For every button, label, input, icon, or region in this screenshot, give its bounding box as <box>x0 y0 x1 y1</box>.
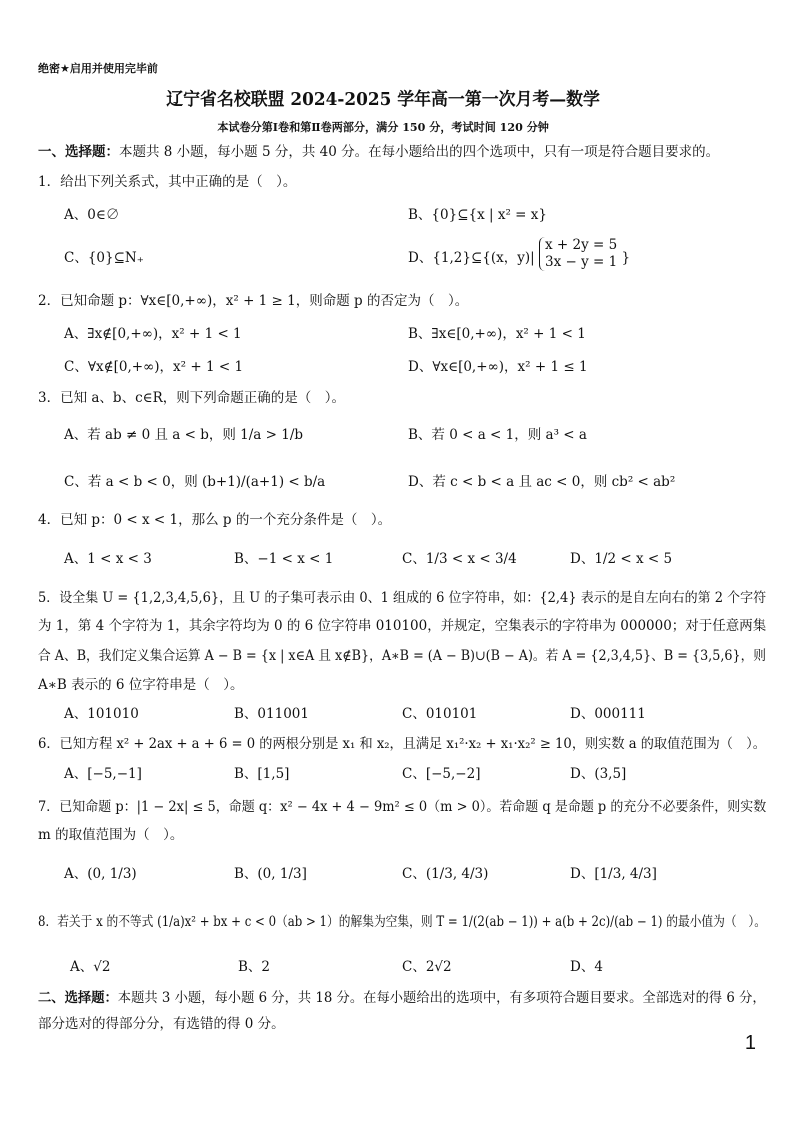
q8-stem: 8．若关于 x 的不等式 (1/a)x² + bx + c < 0（ab > 1）的解集为空集，则 T = 1/(2(ab − 1)) + a(b + 2c)/(ab − 1) 的最小值为（ ）。 <box>38 914 766 930</box>
q2-stem: 2．已知命题 p：∀x∈[0,+∞)，x² + 1 ≥ 1，则命题 p 的否定为（ ）。 <box>38 293 469 309</box>
q1-stem: 1．给出下列关系式，其中正确的是（ ）。 <box>38 174 297 190</box>
q4-option-a: A、1 < x < 3 <box>64 551 152 567</box>
q1-option-d-eq2: 3x − y = 1 <box>545 253 618 270</box>
q2-option-b: B、∃x∈[0,+∞)，x² + 1 < 1 <box>408 326 586 342</box>
q6-option-b: B、[1,5] <box>234 766 290 782</box>
q5-line2: 为 1，第 4 个字符为 1，其余字符均为 0 的 6 位字符串 010100，并规定，空集表示的字符串为 000000；对于任意两集 <box>38 618 767 634</box>
q5-line3: 合 A、B，我们定义集合运算 A − B = {x | x∈A 且 x∉B}，A∗B = (A − B)∪(B − A)。若 A = {2,3,4,5}、B = {3,5,6}，则 <box>38 648 767 664</box>
q1-option-a: A、0∈∅ <box>64 207 120 223</box>
section1-heading-line <box>38 142 764 162</box>
q5-option-a: A、101010 <box>64 706 139 722</box>
q7-line2: m 的取值范围为（ ）。 <box>38 827 184 843</box>
q5-option-c: C、010101 <box>402 706 478 722</box>
q5-line1: 5．设全集 U = {1,2,3,4,5,6}，且 U 的子集可表示由 0、1 组成的 6 位字符串，如：{2,4} 表示的是自左向右的第 2 个字符 <box>38 590 767 606</box>
q7-option-c: C、(1/3, 4/3) <box>402 866 489 882</box>
q6-option-a: A、[−5,−1] <box>64 766 142 782</box>
q1-option-d <box>408 236 631 271</box>
page-number: 1 <box>744 1032 756 1054</box>
q1-option-c: C、{0}⊆N₊ <box>64 250 144 266</box>
section2-desc2: 部分选对的得部分分，有选错的得 0 分。 <box>38 1016 285 1032</box>
q7-line1: 7．已知命题 p：|1 − 2x| ≤ 5，命题 q：x² − 4x + 4 − 9m² ≤ 0（m > 0）。若命题 q 是命题 p 的充分不必要条件，则实数 <box>38 799 767 815</box>
q2-option-c: C、∀x∉[0,+∞)，x² + 1 < 1 <box>64 359 244 375</box>
exam-subtitle: 本试卷分第Ⅰ卷和第Ⅱ卷两部分，满分 150 分，考试时间 120 分钟 <box>217 120 549 134</box>
section1-desc: 本题共 8 小题，每小题 5 分，共 40 分。在每小题给出的四个选项中，只有一项是符合题目要求的。 <box>119 144 720 160</box>
section1-heading: 一、选择题： <box>38 144 119 160</box>
q4-option-b: B、−1 < x < 1 <box>234 551 334 567</box>
q3-stem: 3．已知 a、b、c∈R，则下列命题正确的是（ ）。 <box>38 390 346 406</box>
q3-option-a: A、若 ab ≠ 0 且 a < b，则 1/a > 1/b <box>64 427 304 443</box>
q3-option-d: D、若 c < b < a 且 ac < 0，则 cb² < ab² <box>408 474 676 490</box>
q1-option-b: B、{0}⊆{x | x² = x} <box>408 207 547 223</box>
q1-option-d-system <box>539 237 617 271</box>
q6-option-c: C、[−5,−2] <box>402 766 481 782</box>
q1-option-d-suffix: } <box>621 250 631 266</box>
q5-line4: A∗B 表示的 6 位字符串是（ ）。 <box>38 677 244 693</box>
secret-mark: 绝密★启用并使用完毕前 <box>38 62 158 75</box>
section2-desc: 本题共 3 小题，每小题 6 分，共 18 分。在每小题给出的选项中，有多项符合题目要求。全部选对的得 6 分， <box>117 990 766 1006</box>
section2-heading-line <box>38 986 766 1006</box>
exam-title: 辽宁省名校联盟 2024-2025 学年高一第一次月考—数学 <box>166 90 600 110</box>
section2-heading: 二、选择题： <box>38 990 118 1006</box>
q2-option-a: A、∃x∉[0,+∞)，x² + 1 < 1 <box>64 326 242 342</box>
q1-option-d-eq1: x + 2y = 5 <box>545 236 618 253</box>
q3-option-c: C、若 a < b < 0，则 (b+1)/(a+1) < b/a <box>64 474 326 490</box>
q7-option-d: D、[1/3, 4/3] <box>570 866 657 882</box>
q7-option-a: A、(0, 1/3) <box>64 866 137 882</box>
q4-option-d: D、1/2 < x < 5 <box>570 551 673 567</box>
q1-option-d-prefix: D、{1,2}⊆{(x，y)| <box>408 250 535 266</box>
q8-option-c: C、2√2 <box>402 959 452 975</box>
q4-stem: 4．已知 p：0 < x < 1，那么 p 的一个充分条件是（ ）。 <box>38 512 392 528</box>
q8-option-d: D、4 <box>570 959 603 975</box>
q7-option-b: B、(0, 1/3] <box>234 866 307 882</box>
q2-option-d: D、∀x∈[0,+∞)，x² + 1 ≤ 1 <box>408 359 588 375</box>
q3-option-b: B、若 0 < a < 1，则 a³ < a <box>408 427 587 443</box>
q5-option-d: D、000111 <box>570 706 646 722</box>
q5-option-b: B、011001 <box>234 706 309 722</box>
q8-option-a: A、√2 <box>70 959 111 975</box>
q8-option-b: B、2 <box>238 959 271 975</box>
q4-option-c: C、1/3 < x < 3/4 <box>402 551 517 567</box>
q6-stem: 6．已知方程 x² + 2ax + a + 6 = 0 的两根分别是 x₁ 和 x₂，且满足 x₁²·x₂ + x₁·x₂² ≥ 10，则实数 a 的取值范围为（ ）。 <box>38 736 766 752</box>
q6-option-d: D、(3,5] <box>570 766 627 782</box>
